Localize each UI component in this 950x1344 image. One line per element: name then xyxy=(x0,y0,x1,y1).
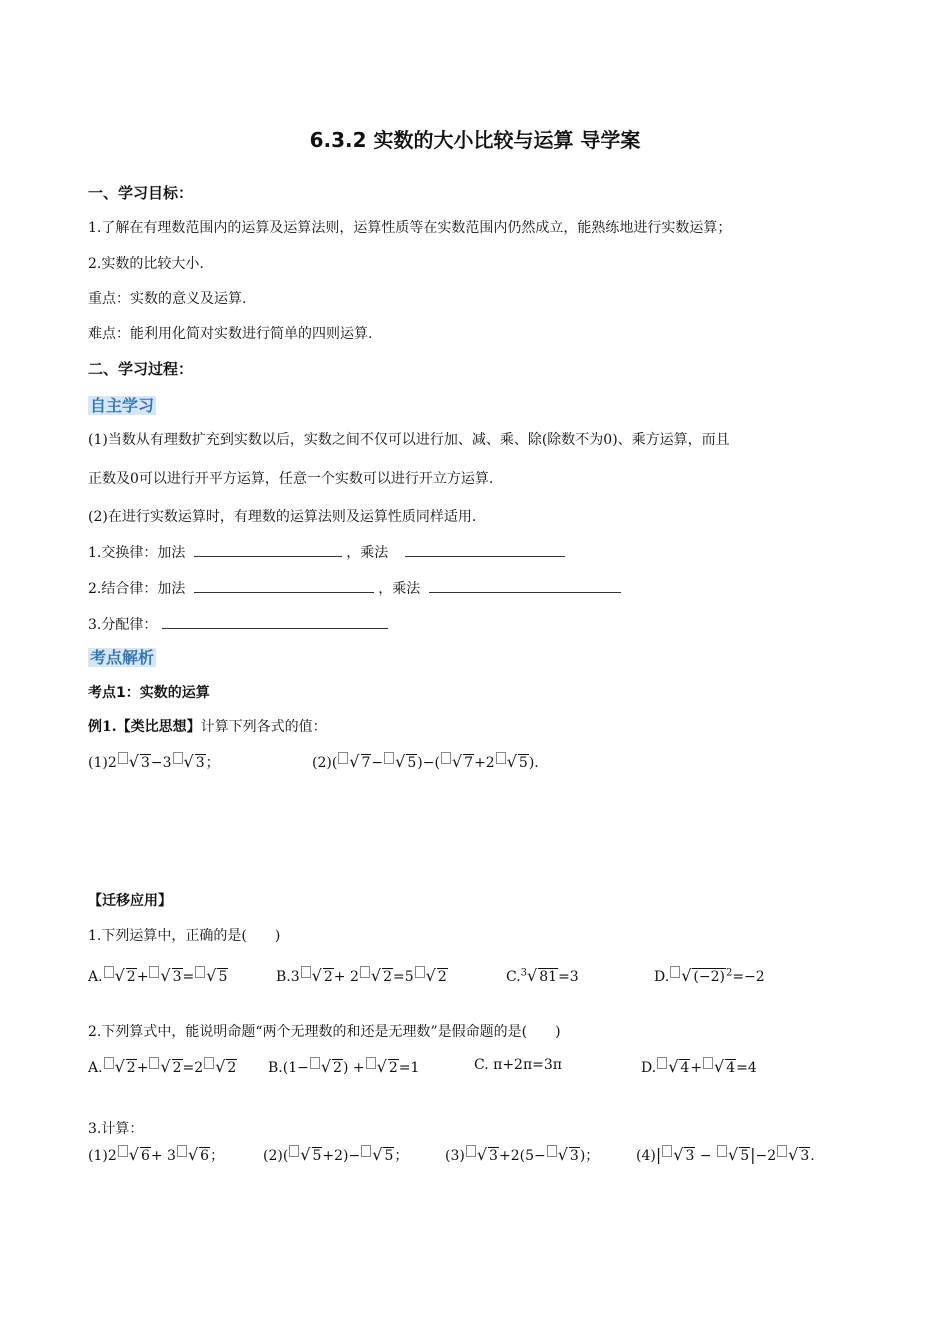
radical-icon: √ xyxy=(114,966,125,985)
commutative-mul-label: ，乘法 xyxy=(346,545,389,561)
radical-icon: √ xyxy=(557,1145,568,1164)
section1-heading: 一、学习目标： xyxy=(88,184,194,202)
radicand: 2 xyxy=(383,969,392,985)
placeholder-glyph xyxy=(466,1145,476,1157)
radicand: 2 xyxy=(126,969,136,985)
placeholder-glyph xyxy=(384,752,394,764)
paragraph-1-line-2: 正数及0可以进行开平方运算，任意一个实数可以进行开立方运算. xyxy=(88,471,494,487)
option-text: =1 xyxy=(398,1060,420,1076)
radical-icon: √ xyxy=(183,752,194,771)
expr-text: ). xyxy=(528,755,539,771)
radicand: 2 xyxy=(323,969,333,985)
placeholder-glyph xyxy=(173,752,183,764)
radicand: 4 xyxy=(680,1060,690,1076)
radicand: 2 xyxy=(437,969,447,985)
distributive-label: 3.分配律： xyxy=(88,617,158,633)
placeholder-glyph xyxy=(104,966,114,978)
q3-part-1 xyxy=(88,1145,224,1165)
radicand: 6 xyxy=(200,1148,210,1164)
example-label: 例1. xyxy=(88,719,117,735)
radicand: 2 xyxy=(172,1060,182,1076)
option-text: =2 xyxy=(182,1060,204,1076)
expr-text: − xyxy=(695,1148,716,1164)
example-text: 计算下列各式的值： xyxy=(200,719,327,735)
radicand: 5 xyxy=(312,1148,322,1164)
section2-heading: 二、学习过程： xyxy=(88,360,194,378)
placeholder-glyph xyxy=(717,1145,727,1157)
radical-icon: √ xyxy=(128,752,139,771)
option-text: + xyxy=(136,1060,149,1076)
expr-text: ； xyxy=(210,1148,225,1164)
key-point: 重点：实数的意义及运算. xyxy=(88,291,247,307)
option-text: = xyxy=(182,969,195,985)
placeholder-glyph xyxy=(703,1057,713,1069)
question-3-stem: 3.计算： xyxy=(88,1121,144,1137)
radicand: 2 xyxy=(126,1060,136,1076)
radical-icon: √ xyxy=(668,1057,679,1076)
example-tag: 【类比思想】 xyxy=(116,719,201,735)
radical-icon: √ xyxy=(425,966,436,985)
q3-part-4 xyxy=(636,1145,815,1165)
placeholder-glyph xyxy=(670,966,680,978)
placeholder-glyph xyxy=(360,966,370,978)
q1-option-a[interactable] xyxy=(88,966,228,986)
commutative-add-label: 1.交换律：加法 xyxy=(88,545,186,561)
associative-add-label: 2.结合律：加法 xyxy=(88,581,186,597)
radical-icon: √ xyxy=(215,1057,226,1076)
option-text: =5 xyxy=(393,969,414,985)
expr-text: (2)( xyxy=(263,1148,289,1164)
radicand: 3 xyxy=(800,1148,810,1164)
radicand: 5 xyxy=(518,755,528,771)
placeholder-glyph xyxy=(657,1057,667,1069)
goal-2: 2.实数的比较大小. xyxy=(88,256,204,272)
expr-text: )； xyxy=(579,1148,600,1164)
commutative-mul-blank[interactable] xyxy=(405,543,565,557)
option-text: =−2 xyxy=(732,969,765,985)
radical-icon: √ xyxy=(370,966,382,985)
radicand: 2 xyxy=(388,1060,398,1076)
radical-icon: √ xyxy=(372,1145,383,1164)
radicand: 5 xyxy=(407,755,417,771)
placeholder-glyph xyxy=(118,1145,128,1157)
expr-text: (1)2 xyxy=(88,755,117,771)
expr-text: . xyxy=(810,1148,815,1164)
placeholder-glyph xyxy=(547,1145,557,1157)
radical-icon: √ xyxy=(673,1145,684,1164)
radical-icon: √ xyxy=(160,966,171,985)
q1-option-b[interactable] xyxy=(276,966,448,986)
radical-icon: √ xyxy=(788,1145,799,1164)
q3-part-2 xyxy=(263,1145,408,1165)
radical-icon: √ xyxy=(114,1057,125,1076)
placeholder-glyph xyxy=(415,966,425,978)
radicand: 3 xyxy=(172,969,182,985)
radicand: 2 xyxy=(227,1060,237,1076)
expr-text: ； xyxy=(205,755,220,771)
radical-icon: √ xyxy=(476,1145,488,1164)
radicand: 2 xyxy=(333,1060,342,1076)
placeholder-glyph xyxy=(777,1145,787,1157)
associative-add-blank[interactable] xyxy=(194,579,374,593)
radical-icon: √ xyxy=(728,1145,739,1164)
placeholder-glyph xyxy=(149,1057,159,1069)
placeholder-glyph xyxy=(338,752,348,764)
radical-icon: √ xyxy=(714,1057,725,1076)
commutative-law xyxy=(88,543,565,562)
paragraph-2: (2)在进行实数运算时，有理数的运算法则及运算性质同样适用. xyxy=(88,509,477,525)
expr-text: − xyxy=(371,755,384,771)
expr-text: +2)− xyxy=(322,1148,361,1164)
question-2-stem: 2.下列算式中，能说明命题“两个无理数的和还是无理数”是假命题的是( ) xyxy=(88,1024,561,1040)
placeholder-glyph xyxy=(662,1145,672,1157)
radical-icon: √ xyxy=(300,1145,311,1164)
radical-icon: √ xyxy=(376,1057,387,1076)
option-text: C. xyxy=(506,969,521,985)
root-index: 3 xyxy=(520,967,528,979)
exponent: 2 xyxy=(725,967,733,979)
placeholder-glyph xyxy=(310,1057,320,1069)
expr-text: (2)( xyxy=(312,755,338,771)
expr-text: ； xyxy=(394,1148,409,1164)
associative-law xyxy=(88,579,621,598)
radical-icon: √ xyxy=(160,1057,171,1076)
radicand: (−2) xyxy=(693,969,725,985)
option-text: + 2 xyxy=(333,969,359,985)
placeholder-glyph xyxy=(441,752,451,764)
difficulty-point: 难点：能利用化简对实数进行简单的四则运算. xyxy=(88,326,373,342)
expr-text: −2 xyxy=(755,1148,777,1164)
option-text: + xyxy=(136,969,149,985)
radicand: 5 xyxy=(740,1148,750,1164)
radicand: 5 xyxy=(218,969,228,985)
q1-option-d[interactable] xyxy=(654,966,765,986)
expr-text: −3 xyxy=(150,755,172,771)
radical-icon: √ xyxy=(395,752,406,771)
option-text: A. xyxy=(88,969,103,985)
radicand: 3 xyxy=(489,1148,498,1164)
self-study-label: 自主学习 xyxy=(90,396,155,415)
option-text: B.(1− xyxy=(268,1060,309,1076)
placeholder-glyph xyxy=(118,752,128,764)
radical-icon: √ xyxy=(187,1145,199,1164)
radicand: 4 xyxy=(726,1060,736,1076)
radicand: 3 xyxy=(195,755,205,771)
radical-icon: √ xyxy=(349,752,360,771)
q2-option-d[interactable] xyxy=(641,1057,757,1077)
associative-mul-blank[interactable] xyxy=(429,579,621,593)
radical-icon: √ xyxy=(311,966,322,985)
radicand: 6 xyxy=(140,1148,150,1164)
option-text: =4 xyxy=(736,1060,757,1076)
option-text: D. xyxy=(641,1060,657,1076)
q2-option-c[interactable]: C. π+2π=3π xyxy=(474,1057,562,1073)
example-part-1 xyxy=(88,752,220,772)
q2-option-b[interactable] xyxy=(268,1057,419,1077)
expr-text: (1)2 xyxy=(88,1148,117,1164)
transfer-label: 【迁移应用】 xyxy=(88,893,172,909)
radicand: 3 xyxy=(569,1148,579,1164)
q1-option-c[interactable] xyxy=(506,966,579,986)
placeholder-glyph xyxy=(204,1057,214,1069)
radical-icon: √ xyxy=(320,1057,332,1076)
option-text: + xyxy=(690,1060,703,1076)
expr-text: (3) xyxy=(445,1148,465,1164)
option-text: ) + xyxy=(342,1060,365,1076)
option-text: B.3 xyxy=(276,969,300,985)
placeholder-glyph xyxy=(195,966,205,978)
radicand: 5 xyxy=(384,1148,394,1164)
expr-text: +2 xyxy=(474,755,495,771)
goal-1: 1.了解在有理数范围内的运算及运算法则，运算性质等在实数范围内仍然成立，能熟练地进行实数运算； xyxy=(88,220,732,236)
placeholder-glyph xyxy=(104,1057,114,1069)
option-text: A. xyxy=(88,1060,103,1076)
expr-text: + 3 xyxy=(150,1148,176,1164)
radical-icon: √ xyxy=(506,752,517,771)
commutative-add-blank[interactable] xyxy=(194,543,342,557)
example-1 xyxy=(88,719,327,736)
placeholder-glyph xyxy=(301,966,311,978)
placeholder-glyph xyxy=(177,1145,187,1157)
expr-text: +2(5− xyxy=(498,1148,546,1164)
option-text: =3 xyxy=(558,969,579,985)
topic-1-heading: 考点1：实数的运算 xyxy=(88,685,210,701)
q3-part-3 xyxy=(445,1145,599,1165)
paragraph-1-line-1: (1)当数从有理数扩充到实数以后，实数之间不仅可以进行加、减、乘、除(除数不为0)、乘方运算，而且 xyxy=(88,432,730,448)
radicand: 81 xyxy=(539,969,558,985)
distributive-blank[interactable] xyxy=(162,615,388,629)
page-title: 6.3.2 实数的大小比较与运算 导学案 xyxy=(309,128,641,152)
radicand: 7 xyxy=(361,755,371,771)
radicand: 3 xyxy=(685,1148,695,1164)
q2-option-a[interactable] xyxy=(88,1057,237,1077)
radicand: 3 xyxy=(140,755,150,771)
placeholder-glyph xyxy=(361,1145,371,1157)
option-text: D. xyxy=(654,969,670,985)
placeholder-glyph xyxy=(149,966,159,978)
associative-mul-label: ，乘法 xyxy=(378,581,421,597)
placeholder-glyph xyxy=(289,1145,299,1157)
placeholder-glyph xyxy=(496,752,506,764)
expr-text: (4) xyxy=(636,1148,656,1164)
absolute-bar-icon: | xyxy=(655,1145,662,1164)
radical-icon: √ xyxy=(527,966,538,985)
expr-text: )−( xyxy=(417,755,440,771)
radicand: 7 xyxy=(464,755,474,771)
absolute-bar-icon: | xyxy=(750,1145,756,1164)
analysis-label: 考点解析 xyxy=(90,648,155,667)
radical-icon: √ xyxy=(681,966,692,985)
radical-icon: √ xyxy=(451,752,463,771)
radical-icon: √ xyxy=(206,966,217,985)
example-part-2 xyxy=(312,752,539,772)
distributive-law xyxy=(88,615,388,634)
radical-icon: √ xyxy=(128,1145,139,1164)
question-1-stem: 1.下列运算中，正确的是( ) xyxy=(88,928,281,944)
placeholder-glyph xyxy=(366,1057,376,1069)
